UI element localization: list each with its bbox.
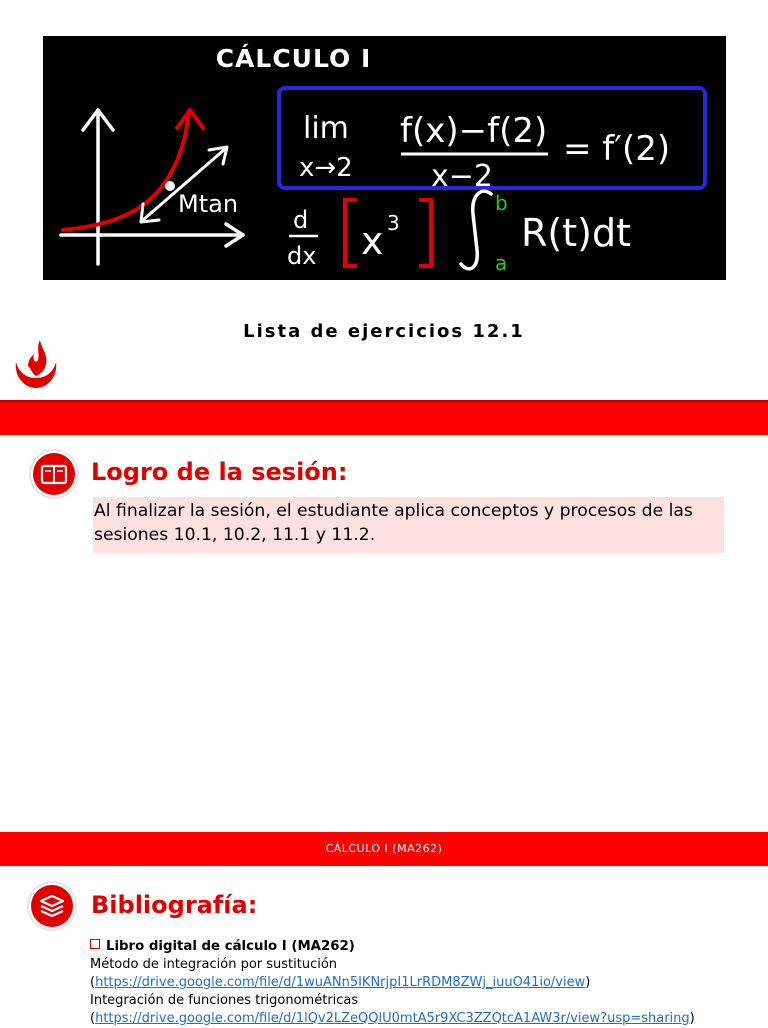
bibliography-list [90, 938, 750, 1028]
bibliography-heading-text: Libro digital de cálculo I (MA262) [106, 939, 355, 954]
limit-numerator: f(x)−f(2) [400, 111, 548, 151]
university-logo-icon [8, 336, 64, 392]
bibliography-heading [90, 938, 750, 956]
mtan-label: Mtan [178, 190, 239, 218]
bibliography-item-link-line: (https://drive.google.com/file/d/1wuANn5IKNrjpI1LrRDM8ZWj_iuuO41io/view) [90, 975, 591, 990]
integral-upper: b [495, 191, 508, 215]
session-goal-text: Al finalizar la sesión, el estudiante aplica conceptos y procesos de las sesiones 10.1, 10.2, 11.1 y 11.2. [94, 501, 693, 545]
bibliography-link[interactable]: https://drive.google.com/file/d/1lQv2LZeQQlU0mtA5r9XC3ZZQtcA1AW3r/view?usp=sharing [95, 1011, 690, 1026]
integral-sign-icon [461, 191, 491, 269]
limit-sub: x→2 [299, 153, 353, 183]
bibliography-item-label: Método de integración por sustitución [90, 957, 338, 972]
footer-course-label: CÁLCULO I (MA262) [325, 842, 443, 855]
limit-rhs: = f′(2) [563, 129, 671, 169]
tangent-point [165, 181, 175, 191]
page-subtitle: Lista de ejercicios 12.1 [243, 321, 525, 342]
bibliography-item-label: Integración de funciones trigonométricas [90, 993, 359, 1008]
bibliography-title: Bibliografía: [91, 891, 258, 919]
limit-denominator: x−2 [431, 159, 493, 194]
bibliography-item-link-line: (https://drive.google.com/file/d/1lQv2LZeQQlU0mtA5r9XC3ZZQtcA1AW3r/view?usp=sharing) [90, 1011, 695, 1026]
derivative-expr: x [361, 219, 384, 263]
session-goal-icon [31, 451, 77, 497]
derivative-power: 3 [387, 211, 400, 235]
bibliography-link[interactable]: https://drive.google.com/file/d/1wuANn5IKNrjpI1LrRDM8ZWj_iuuO41io/view [95, 975, 586, 990]
derivative-d: d [293, 206, 309, 234]
curve-icon [63, 114, 189, 230]
integral-integrand: R(t)dt [521, 211, 631, 255]
banner-title: CÁLCULO I [215, 44, 372, 73]
red-divider-bar [0, 400, 768, 435]
derivative-dx: dx [287, 242, 317, 270]
axes-icon [61, 110, 243, 264]
limit-lim: lim [303, 111, 349, 146]
bibliography-icon [29, 883, 75, 929]
integral-lower: a [495, 251, 508, 275]
checkbox-bullet-icon [90, 939, 100, 949]
header-banner [43, 36, 726, 280]
session-goal-title: Logro de la sesión: [91, 458, 348, 486]
